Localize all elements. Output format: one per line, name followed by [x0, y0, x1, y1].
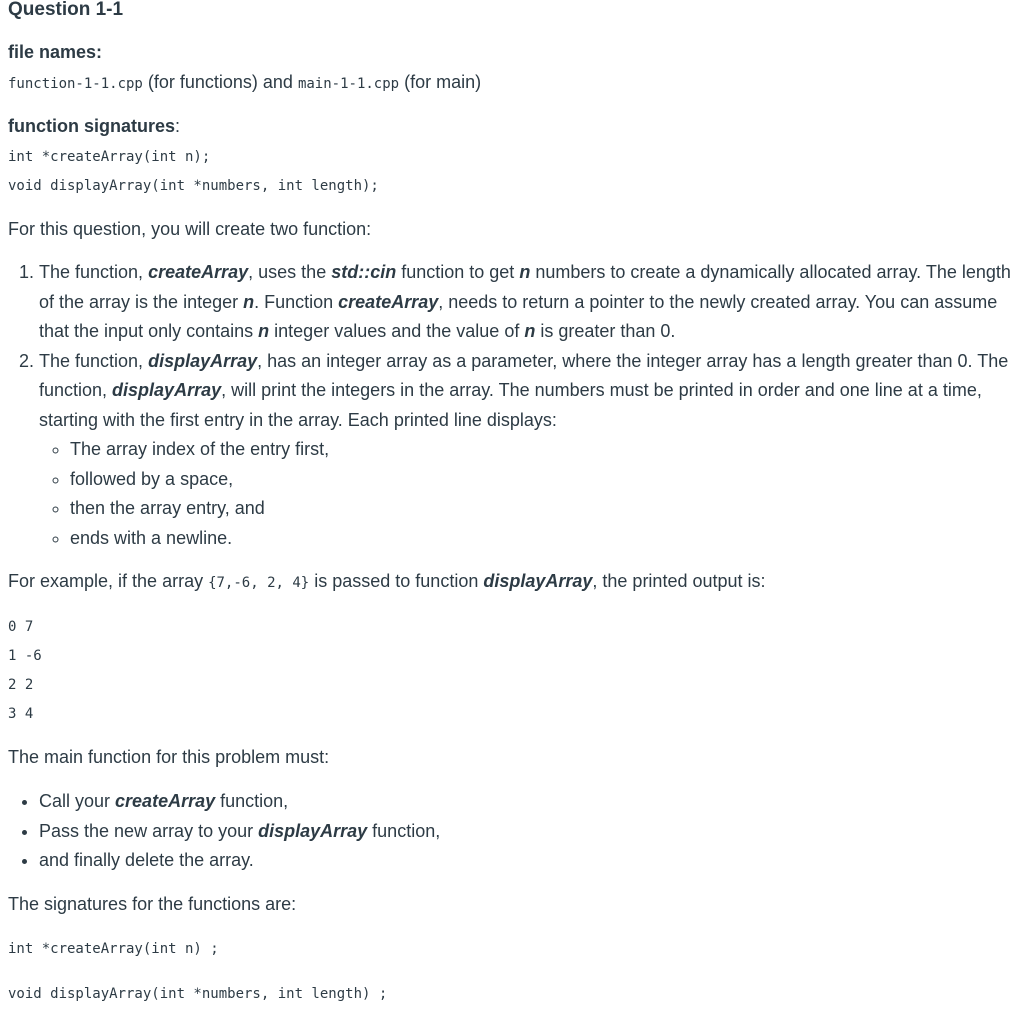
- example-output-line: 0 7: [8, 619, 34, 635]
- signature-display-array: void displayArray(int *numbers, int length) ;: [8, 986, 388, 1002]
- main-function-steps: [8, 787, 1016, 876]
- signature-display-array: void displayArray(int *numbers, int length);: [8, 178, 379, 194]
- list-item: • Pass the new array to your displayArray function,: [39, 817, 1016, 847]
- signatures-bottom-heading: The signatures for the functions are:: [8, 894, 297, 914]
- requirements-list: [8, 258, 1016, 553]
- main-file-name: main-1-1.cpp: [297, 76, 400, 92]
- signature-create-array: int *createArray(int n);: [8, 149, 211, 165]
- main-function-intro: The main function for this problem must:: [8, 747, 330, 767]
- file-names-line: function-1-1.cpp (for functions) and main-1-1.cpp (for main): [8, 72, 482, 92]
- function-file-name: function-1-1.cpp: [8, 76, 143, 92]
- list-item: ◦ followed by a space,: [70, 465, 1016, 495]
- list-item: • Call your createArray function,: [39, 787, 1016, 817]
- intro-paragraph: For this question, you will create two function:: [8, 219, 372, 239]
- example-output-line: 2 2: [8, 677, 34, 693]
- list-item: ◦ The array index of the entry first,: [70, 435, 1016, 465]
- display-line-format-list: [39, 435, 1016, 553]
- example-array: {7,-6, 2, 4}: [208, 575, 310, 591]
- list-item-create-array: 1. The function, createArray, uses the std::cin function to get n numbers to create a dynamically allocated array. The length of the array is the integer n. Function createArray, needs to return a pointer to the newly created array. You can assume that the input only contains n integer values and the value of n is greater than 0.: [39, 258, 1016, 347]
- example-output-line: 1 -6: [8, 648, 42, 664]
- list-item: • and finally delete the array.: [39, 846, 1016, 876]
- signatures-heading: function signatures:: [8, 116, 181, 136]
- list-item: ◦ ends with a newline.: [70, 524, 1016, 554]
- list-item: ◦ then the array entry, and: [70, 494, 1016, 524]
- question-title: Question 1-1: [8, 0, 124, 20]
- file-names-heading: file names:: [8, 42, 103, 62]
- list-item-display-array: 2. The function, displayArray, has an integer array as a parameter, where the integer array has a length greater than 0. The function, displayArray, will print the integers in the array. The numbers must be printed in order and one line at a time, starting with the first entry in the array. Each printed line displays: ◦ The array index of the entry first, ◦ followed by a space, ◦ then the array entry, and ◦ ends with a newline.: [39, 347, 1016, 554]
- example-output-line: 3 4: [8, 706, 34, 722]
- example-paragraph: For example, if the array {7,-6, 2, 4} is passed to function displayArray, the printed output is:: [8, 571, 766, 591]
- signature-create-array: int *createArray(int n) ;: [8, 941, 219, 957]
